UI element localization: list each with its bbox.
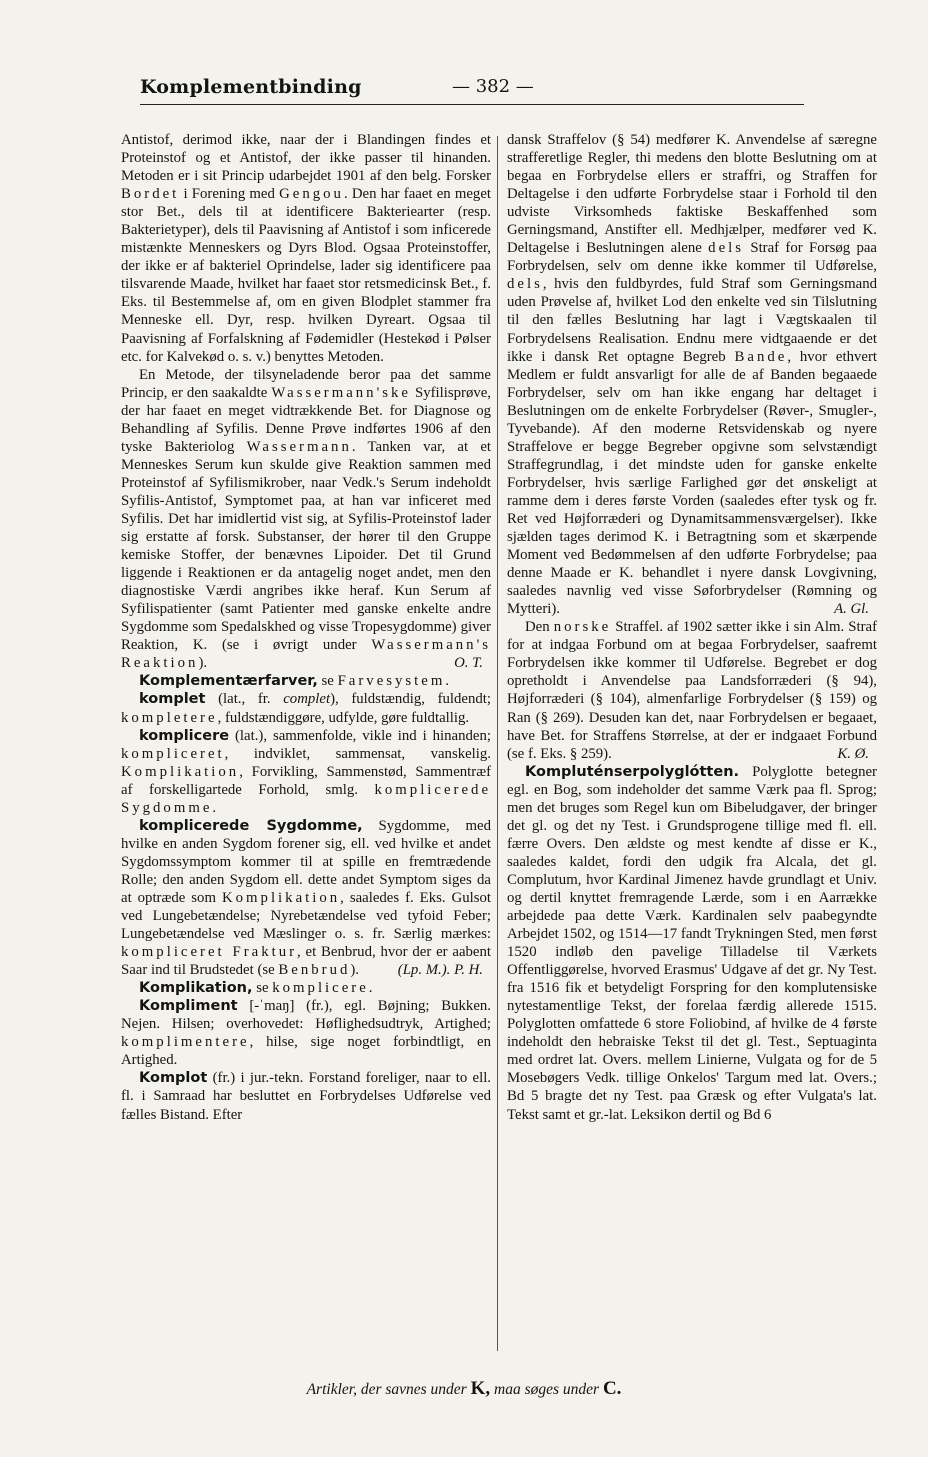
headword: Komplot: [139, 1070, 208, 1087]
entry-kompliment: Kompliment [-ˈmaŋ] (fr.), egl. Bøjning; Bukken. Nejen. Hilsen; overhovedet: Høflighedsudtryk, Artighed; komplimentere, hilse, sige noget forbindtligt, en Artighed.: [121, 998, 492, 1069]
entry-komplicerede-sygdomme: komplicerede Sygdomme, Sygdomme, med hvilke en anden Sygdom forener sig, ell. ved hvilke et andet Sygdomssymptom kommer til at spille en fremtrædende Rolle; den anden Sygdom ell. dette andet Symptom siges da at optræde som Komplikation, saaledes f. Eks. Gulsot ved Lungebetændelse; Nyrebetændelse ved tyfoid Feber; Lungebetændelse ved Mæslinger o. s. fr. Særlig mærkes: kompliceret Fraktur, et Benbrud, hvor der er aabent Saar ind til Brudstedet (se Benbrud). (Lp. M.). P. H.: [121, 817, 492, 979]
entry-komplot: Komplot (fr.) i jur.-tekn. Forstand foreliger, naar to ell. fl. i Samraad har besluttet en Forbrydelses Udførelse ved fælles Bistand. Efter: [121, 1070, 492, 1123]
paragraph-komplot-continued: dansk Straffelov (§ 54) medfører K. Anvendelse af særegne strafferetlige Regler, thi medens den blotte Beslutning om at begaa en Forbrydelse ellers er straffri, og Straffen for Deltagelse i den udførte Forbrydelse staar i Forhold til den udviste Virksomheds faktiske Beskaffenhed som Gerningsmand, Anstifter ell. Medhjælper, medfører ved K. Deltagelse i Beslutningen alene dels Straf for Forsøg paa Forbrydelsen, selv om denne ikke kommer til Udførelse, dels, hvis den fuldbyrdes, fuld Straf som Gerningsmand uden Prøvelse af, hvilket Lod den enkelte ved sin Tilslutning til den fælles Beslutning har lagt i Vægtskaalen til Forbrydelsens Realisation. Endnu mere vidtgaaende er det ikke i dansk Ret optagne Begreb Bande, hvor ethvert Medlem er fuldt ansvarligt for alle de af Banden begaaede Forbrydelser, selv om han ikke engang har deltaget i Beslutningen om de enkelte Forbrydelser (Røver-, Smugler-, Tyvebande). Af den moderne Retsvidenskab og nyere Straffelove er begge Begreber opgivne som selvstændigt Straffegrundlag, i det mindste uden for ganske enkelte Forbrydelser, hvis særlige Farlighed gør det ønskeligt at ramme dem i deres første Vorden (saaledes efter tysk og fr. Ret ved Højforræderi og Dynamitsammensværgelser). Ikke sjælden tages derimod K. i Betragtning som et skærpende Moment ved Bedømmelsen af den udførte Forbrydelse; paa denne Maade er K. behandlet i nyere dansk Lovgivning, saaledes navnlig ved visse Søforbrydelser (Rømning og Mytteri). A. Gl.: [507, 132, 877, 618]
right-column: [507, 131, 877, 1124]
headword: komplicerede Sygdomme,: [139, 817, 363, 834]
headword: Komplementærfarver,: [139, 673, 318, 690]
author-signature: O. T.: [454, 655, 483, 672]
headword: komplet: [139, 691, 206, 708]
entry-komplet: komplet (lat., fr. complet), fuldstændig, fuldendt; kompletere, fuldstændiggøre, udfylde, gøre fuldtallig.: [121, 691, 491, 726]
headword: Kompluténserpolyglótten.: [525, 763, 740, 780]
author-signature: A. Gl.: [834, 601, 869, 618]
column-divider: [497, 136, 498, 1351]
entry-komplementaerfarver: Komplementærfarver, se Farvesystem.: [139, 673, 453, 690]
paragraph-continuation: Antistof, derimod ikke, naar der i Blandingen findes et Proteinstof og et Antistof, der ikke passer til hinanden. Metoden er i sit Princip udarbejdet 1901 af den belg. Forsker Bordet i Forening med Gengou. Den har faaet en meget stor Bet., dels til at identificere Bakteriearter (resp. Bakterietyper), dels til Paavisning af Antistof i som inficerede mistænkte Menneskers og Dyrs Blod. Ogsaa Proteinstoffer, der ikke er af bakteriel Oprindelse, lader sig identificere paa tilsvarende Maade, hvilket har faaet stor retsmedicinsk Bet., f. Eks. til Bestemmelse af, om en given Blodplet stammer fra Menneske ell. Dyr, resp. hvilken Dyreart. Ogsaa til Paavisning af Forfalskning af Fødemidler (Hestekød i Pølser etc. for Kalvekød o. s. v.) benyttes Metoden.: [121, 132, 492, 365]
left-column: [121, 131, 491, 1124]
headword: Komplikation,: [139, 980, 253, 997]
headword: Kompliment: [139, 998, 238, 1015]
page-number: — 382 —: [452, 76, 534, 97]
entry-komplutenserpolyglotten: Kompluténserpolyglótten. Polyglotte betegner egl. en Bog, som indeholder det samme Værk paa fl. Sprog; men det bruges som Regel kun om Bibeludgaver, der bringer det gl. og det ny Test. i Grundsprogene tillige med fl. ell. færre Overs. Den ældste og mest kendte af disse er K., saaledes kaldet, fordi den udgik fra Alcala, det gl. Complutum, hvor Kardinal Jimenez havde grundlagt et Univ. og dertil knyttet fremragende Lærde, som i en Aarrække arbejdede paa dette Værk. Kardinalen selv paabegyndte Arbejdet 1502, og 1514—17 fandt Trykningen Sted, men først 1520 indløb den pavelige Tilladelse til Værkets Offentliggørelse, hvorved Erasmus' Udgave af det gr. Ny Test. fra 1516 fik et betydeligt Forspring for den komplutensiske nytestamentlige Tekst, der forelaa færdig allerede 1515. Polyglotten omfattede 6 store Foliobind, af hvilke de 4 første indeholdt den hebraiske Tekst til det gl. Test., Septuaginta med ordret lat. Overs. mellem Linierne, Vulgata og for de 5 Mosebøgers Vedk. tillige Onkelos' Targum med lat. Overs.; Bd 5 bragte det ny Test. paa Græsk og efter Vulgata's lat. Tekst samt et gr.-lat. Leksikon dertil og Bd 6: [507, 763, 877, 1123]
paragraph-norske-straffel: Den norske Straffel. af 1902 sætter ikke i sin Alm. Straf for at indgaa Forbund om at begaa Forbrydelser, saafremt Forbrydelsen ikke kommer til Udførelse. Begrebet er dog opretholdt i Anvendelse paa Landsforræderi (§ 94), Højforræderi (§ 104), almenfarlige Forbrydelser (§ 159) og Ran (§ 269). Desuden kan det, naar Forbrydelsen er begaaet, have Bet. for Straffens Størrelse, at der er indgaaet Forbund (se f. Eks. § 259). K. Ø.: [507, 619, 878, 762]
entry-komplikation: Komplikation, se komplicere.: [139, 980, 376, 997]
author-signature: K. Ø.: [837, 745, 869, 762]
page-footer-note: Artikler, der savnes under K, maa søges under C.: [306, 1378, 622, 1399]
author-signature: (Lp. M.). P. H.: [397, 962, 483, 979]
running-header: [140, 74, 804, 105]
running-title: Komplementbinding: [140, 76, 362, 98]
paragraph-wassermann: En Metode, der tilsyneladende beror paa det samme Princip, er den saakaldte Wassermann'ske Syfilisprøve, der har faaet en meget vidtrækkende Bet. for Diagnose og Behandling af Syfilis. Denne Prøve indførtes 1906 af den tyske Bakteriolog Wassermann. Tanken var, at et Menneskes Serum kun skulde give Reaktion sammen med Proteinstof af Syfilismikrober, naar Vedk.'s Serum indeholdt Syfilis-Antistof, Symptomet paa, at han var inficeret med Syfilis. Det har imidlertid vist sig, at Syfilis-Proteinstof lader sig erstatte af forsk. Substanser, der hører til den Gruppe kemiske Stoffer, der benævnes Lipoider. Det til Grund liggende i Reaktionen er da antagelig noget andet, men den diagnostiske Værdi angribes ikke heraf. Kun Serum af Syfilispatienter (samt Patienter med ganske enkelte andre Sygdomme som Spedalskhed og visse Tropesygdomme) giver Reaktion, K. (se i øvrigt under Wassermann's Reaktion). O. T.: [121, 366, 492, 672]
headword: komplicere: [139, 727, 230, 744]
entry-komplicere: komplicere (lat.), sammenfolde, vikle ind i hinanden; kompliceret, indviklet, sammensat, vanskelig. Komplikation, Forvikling, Sammenstød, Sammentræf af forskelligartede Forhold, smlg. komplicerede Sygdomme.: [121, 727, 492, 816]
